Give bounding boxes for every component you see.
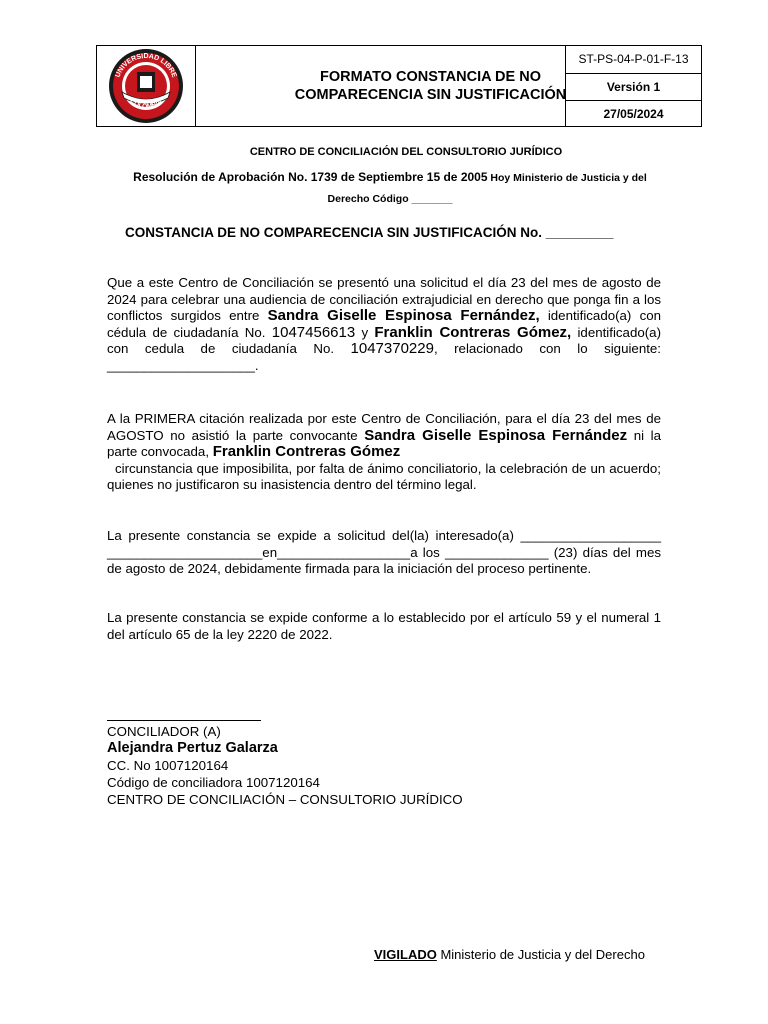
resolution-code: Derecho Código _______ [327,193,453,205]
signature-name: Alejandra Pertuz Galarza [107,740,278,756]
form-version: Versión 1 [566,74,701,102]
signature-role: CONCILIADOR (A) [107,724,221,739]
para2-text-b: ni la parte convocada, [107,427,662,459]
para1-text-a: Que a este Centro de Conciliación se presentó una solicitud el día 23 del mes de agosto de 2024 para celebrar una audiencia de conciliación extrajudicial en derecho que ponga fin a los conflictos surgidos entre [107,275,661,323]
signature-line [107,720,261,721]
center-name: CENTRO DE CONCILIACIÓN DEL CONSULTORIO JURÍDICO [249,146,563,158]
resolution-ministry: Hoy Ministerio de Justicia y del [487,172,647,184]
form-title-line1: FORMATO CONSTANCIA DE NO [320,69,541,85]
document-header [96,45,702,127]
svg-text:UNIVERSIDAD LIBRE: UNIVERSIDAD LIBRE [114,53,178,79]
paragraph-request [107,275,661,374]
para1-text-d: identificado(a) con cedula de ciudadanía No. [107,324,661,356]
resolution-main: Resolución de Aprobación No. 1739 de Septiembre 15 de 2005 [133,170,488,184]
convocante-id: 1047456613 [271,323,356,341]
convocante-name: Sandra Giselle Espinosa Fernández, [267,307,540,324]
convocado-name: Franklin Contreras Gómez, [374,323,572,341]
para2-text-c: circunstancia que imposibilita, por falta de ánimo conciliatorio, la celebración de un acuerdo; quienes no justificaron su inasistencia dentro del término legal. [107,460,662,492]
svg-text:COLOMBIA: COLOMBIA [128,98,164,111]
signature-block [107,723,463,808]
resolution-block [110,167,670,209]
para1-text-b: identificado(a) con cédula de ciudadanía No. [107,308,662,340]
form-meta [565,46,701,126]
logo-text-top [108,48,184,124]
paragraph-citation [107,411,661,494]
footer [374,947,645,962]
convocado-id: 1047370229 [350,340,434,357]
footer-ministry: Ministerio de Justicia y del Derecho [436,947,645,962]
form-title-line2: COMPARECENCIA SIN JUSTIFICACIÓN [294,87,567,103]
constancia-title: CONSTANCIA DE NO COMPARECENCIA SIN JUSTIFICACIÓN No. _________ [125,225,614,240]
logo-cell [97,46,196,126]
vigilado-label: VIGILADO [374,947,437,962]
para2-convocante-name: Sandra Giselle Espinosa Fernández [364,426,628,444]
signature-cc: CC. No 1007120164 [107,758,229,773]
para1-text-e: , relacionado con lo siguiente: ____________________. [107,341,662,373]
paragraph-legal-basis: La presente constancia se expide conforme a lo establecido por el artículo 59 y el numeral 1 del artículo 65 de la ley 2220 de 2022. [107,610,661,642]
signature-code: Código de conciliadora 1007120164 [107,775,320,790]
para1-text-c: y [355,324,375,340]
para2-convocado-name: Franklin Contreras Gómez [212,443,401,460]
para2-text-a: A la PRIMERA citación realizada por este Centro de Conciliación, para el día 23 del mes de AGOSTO no asistió la parte convocante [107,411,661,443]
form-code: ST-PS-04-P-01-F-13 [566,46,701,74]
form-date: 27/05/2024 [603,107,664,122]
paragraph-request-issue: La presente constancia se expide a solicitud del(la) interesado(a) ___________________ _____________________en__________________a los ______________ (23) días del mes de agosto de 2024, debidamente firmada para la iniciación del proceso pertinente. [107,528,661,576]
signature-center: CENTRO DE CONCILIACIÓN – CONSULTORIO JURÍDICO [107,792,463,807]
